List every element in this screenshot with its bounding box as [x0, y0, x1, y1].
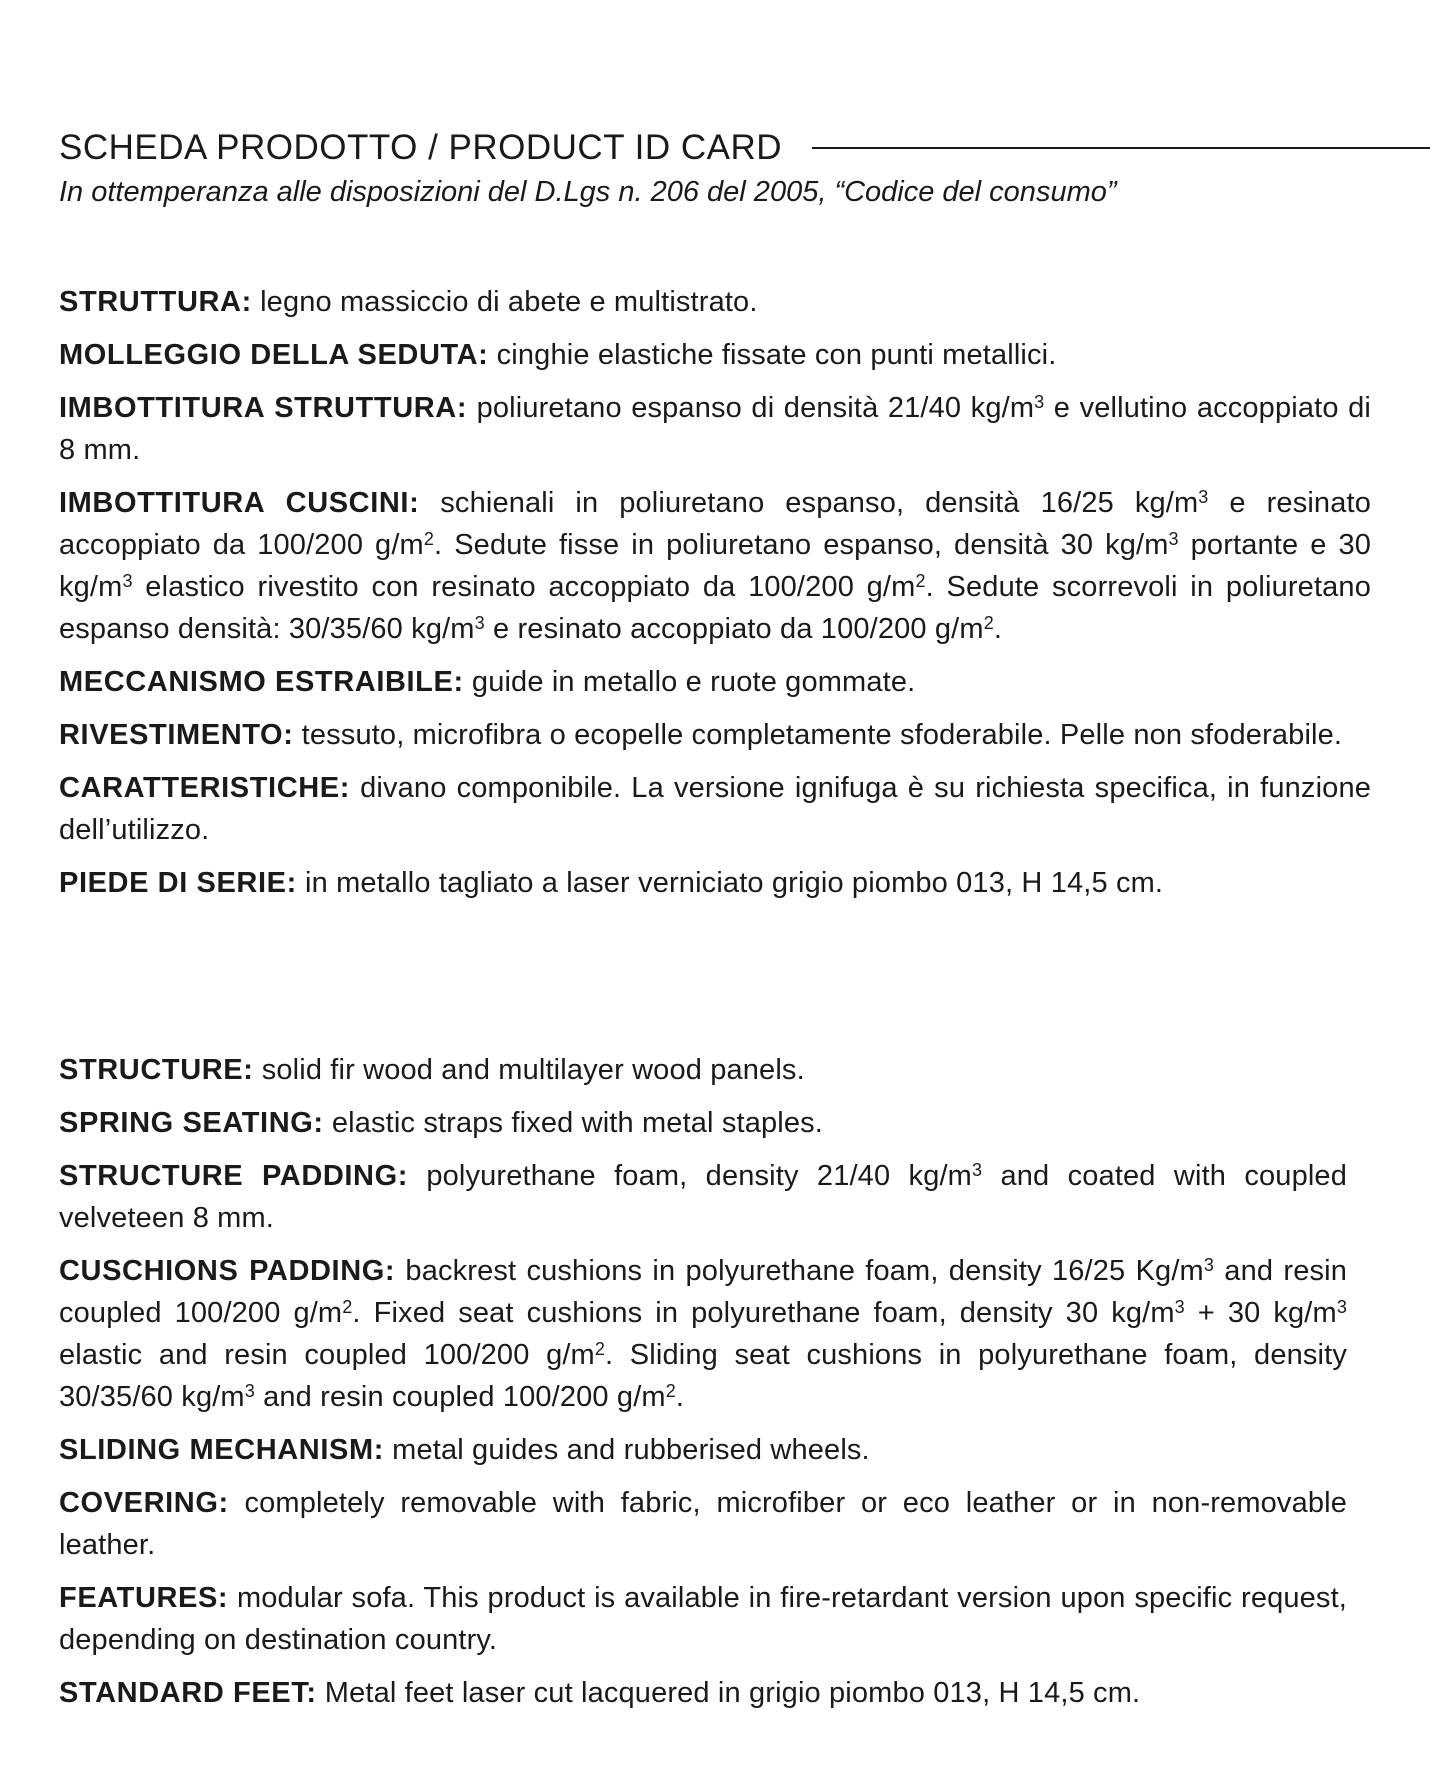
spec-label: SLIDING MECHANISM: — [59, 1434, 384, 1466]
english-specifications — [59, 1049, 1347, 1725]
spec-text: Metal feet laser cut lacquered in grigio piombo 013, H 14,5 cm. — [316, 1677, 1141, 1709]
spec-entry-struttura — [59, 281, 1371, 323]
spec-entry-spring-seating — [59, 1102, 1347, 1144]
spec-entry-structure — [59, 1049, 1347, 1091]
spec-text: tessuto, microfibra o ecopelle completamente sfoderabile. Pelle non sfoderabile. — [293, 719, 1343, 751]
spec-entry-covering — [59, 1482, 1347, 1566]
spec-label: STRUCTURE: — [59, 1054, 254, 1086]
spec-text: divano componibile. La versione ignifuga è su richiesta specifica, in funzione dell’utilizzo. — [59, 772, 1371, 846]
spec-label: IMBOTTITURA STRUTTURA: — [59, 392, 468, 424]
spec-label: STANDARD FEET: — [59, 1677, 317, 1709]
spec-entry-meccanismo — [59, 661, 1371, 703]
spec-entry-sliding-mechanism — [59, 1429, 1347, 1471]
spec-label: PIEDE DI SERIE: — [59, 867, 297, 899]
spec-text: modular sofa. This product is available in fire-retardant version upon specific request, depending on destination country. — [59, 1582, 1347, 1656]
spec-entry-cushions-padding — [59, 1250, 1347, 1418]
spec-text: cinghie elastiche fissate con punti metallici. — [488, 339, 1057, 371]
spec-text: solid fir wood and multilayer wood panels. — [253, 1054, 805, 1086]
title-row — [59, 126, 1430, 170]
title-divider — [812, 147, 1430, 149]
spec-label: STRUTTURA: — [59, 286, 252, 318]
spec-label: MECCANISMO ESTRAIBILE: — [59, 666, 464, 698]
spec-entry-features — [59, 1577, 1347, 1661]
spec-entry-piede — [59, 862, 1371, 904]
spec-label: CUSCHIONS PADDING: — [59, 1255, 396, 1287]
spec-label: MOLLEGGIO DELLA SEDUTA: — [59, 339, 489, 371]
spec-label: SPRING SEATING: — [59, 1107, 324, 1139]
spec-text: metal guides and rubberised wheels. — [383, 1434, 870, 1466]
spec-text: legno massiccio di abete e multistrato. — [251, 286, 758, 318]
spec-text: schienali in poliuretano espanso, densità 16/25 $kg/m^3$ e resinato accoppiato da 100/200 $g/m^2$. Sedute fisse in poliuretano espanso, densità 30 $kg/m^3$ portante e 30 $kg/m^3$ elastico rivestito con resinato accoppiato da 100/200 $g/m^2$. Sedute scorrevoli in poliuretano espanso densità: 30/35/60 $kg/m^3$ e resinato accoppiato da 100/200 $g/m^2$. — [59, 487, 1372, 645]
spec-label: CARATTERISTICHE: — [59, 772, 350, 804]
spec-text: elastic straps fixed with metal staples. — [323, 1107, 824, 1139]
spec-entry-caratteristiche — [59, 767, 1371, 851]
spec-entry-imbottitura-cuscini — [59, 482, 1371, 650]
spec-label: STRUCTURE PADDING: — [59, 1160, 409, 1192]
page-title: SCHEDA PRODOTTO / PRODUCT ID CARD — [59, 128, 783, 167]
spec-entry-rivestimento — [59, 714, 1371, 756]
spec-label: COVERING: — [59, 1487, 229, 1519]
spec-entry-standard-feet — [59, 1672, 1347, 1714]
spec-text: poliuretano espanso di densità 21/40 $kg/m^3$ e vellutino accoppiato di 8 mm. — [59, 392, 1371, 466]
spec-entry-imbottitura-struttura — [59, 387, 1371, 471]
italian-specifications — [59, 281, 1371, 915]
spec-entry-structure-padding — [59, 1155, 1347, 1239]
spec-label: RIVESTIMENTO: — [59, 719, 294, 751]
spec-text: completely removable with fabric, microfiber or eco leather or in non-removable leather. — [59, 1487, 1347, 1561]
legal-reference-subtitle: In ottemperanza alle disposizioni del D.Lgs n. 206 del 2005, “Codice del consumo” — [59, 176, 1117, 208]
spec-text: guide in metallo e ruote gommate. — [463, 666, 916, 698]
spec-text: backrest cushions in polyurethane foam, density 16/25 $Kg/m^3$ and resin coupled 100/200 $g/m^2$. Fixed seat cushions in polyurethane foam, density 30 $kg/m^3 + 30$ $kg/m^3$ elastic and resin coupled 100/200 $g/m^2$. Sliding seat cushions in polyurethane foam, density 30/35/60 $kg/m^3$ and resin coupled 100/200 $g/m^2$. — [59, 1255, 1347, 1413]
spec-label: FEATURES: — [59, 1582, 229, 1614]
spec-text: in metallo tagliato a laser verniciato grigio piombo 013, H 14,5 cm. — [296, 867, 1164, 899]
spec-text: polyurethane foam, density 21/40 $kg/m^3$ and coated with coupled velveteen 8 mm. — [59, 1160, 1347, 1234]
spec-entry-molleggio — [59, 334, 1371, 376]
spec-label: IMBOTTITURA CUSCINI: — [59, 487, 420, 519]
document-header — [59, 126, 1430, 209]
